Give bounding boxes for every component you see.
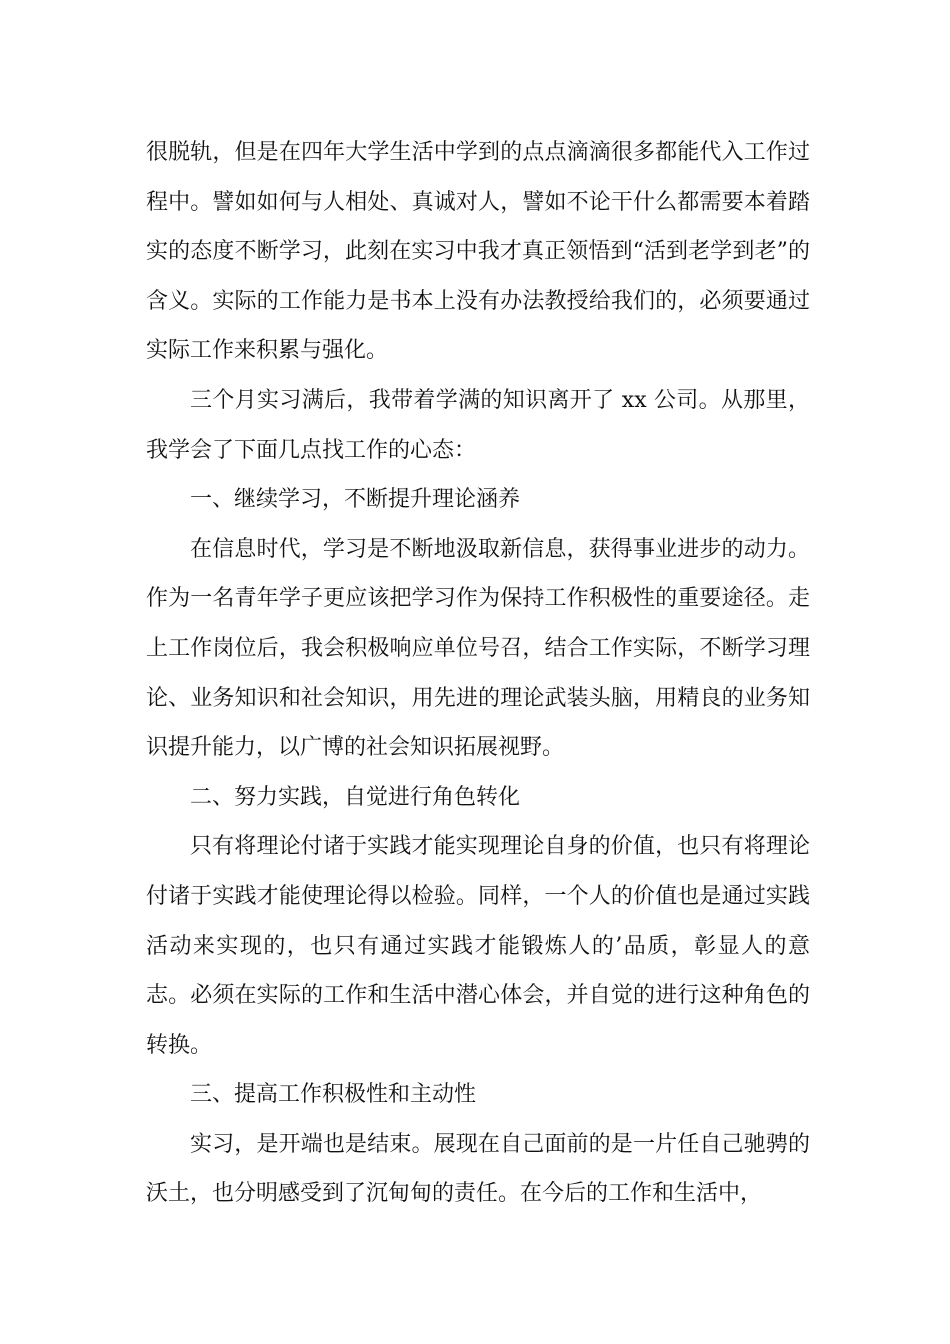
document-body (146, 128, 810, 1219)
paragraph-continued: 很脱轨，但是在四年大学生活中学到的点点滴滴很多都能代入工作过程中。譬如如何与人相处、真诚对人，譬如不论干什么都需要本着踏实的态度不断学习，此刻在实习中我才真正领悟到“活到老学到老”的含义。实际的工作能力是书本上没有办法教授给我们的，必须要通过实际工作来积累与强化。 (146, 140, 810, 364)
section-heading-1: 一、继续学习，不断提升理论涵养 (190, 487, 521, 513)
section-heading-3: 三、提高工作积极性和主动性 (190, 1082, 477, 1108)
paragraph-learning: 在信息时代，学习是不断地汲取新信息，获得事业进步的动力。作为一名青年学子更应该把学习作为保持工作积极性的重要途径。走上工作岗位后，我会积极响应单位号召，结合工作实际，不断学习理论、业务知识和社会知识，用先进的理论武装头脑，用精良的业务知识提升能力，以广博的社会知识拓展视野。 (146, 536, 810, 761)
paragraph-initiative: 实习，是开端也是结束。展现在自己面前的是一片任自己驰骋的沃土，也分明感受到了沉甸甸的责任。在今后的工作和生活中， (146, 1131, 810, 1207)
paragraph-practice: 只有将理论付诸于实践才能实现理论自身的价值，也只有将理论付诸于实践才能使理论得以检验。同样，一个人的价值也是通过实践活动来实现的，也只有通过实践才能锻炼人的’品质，彰显人的意志。必须在实际的工作和生活中潜心体会，并自觉的进行这种角色的转换。 (146, 834, 810, 1058)
paragraph-internship-end: 三个月实习满后，我带着学满的知识离开了 xx 公司。从那里，我学会了下面几点找工作的心态： (146, 387, 810, 463)
section-heading-2: 二、努力实践，自觉进行角色转化 (190, 784, 521, 810)
